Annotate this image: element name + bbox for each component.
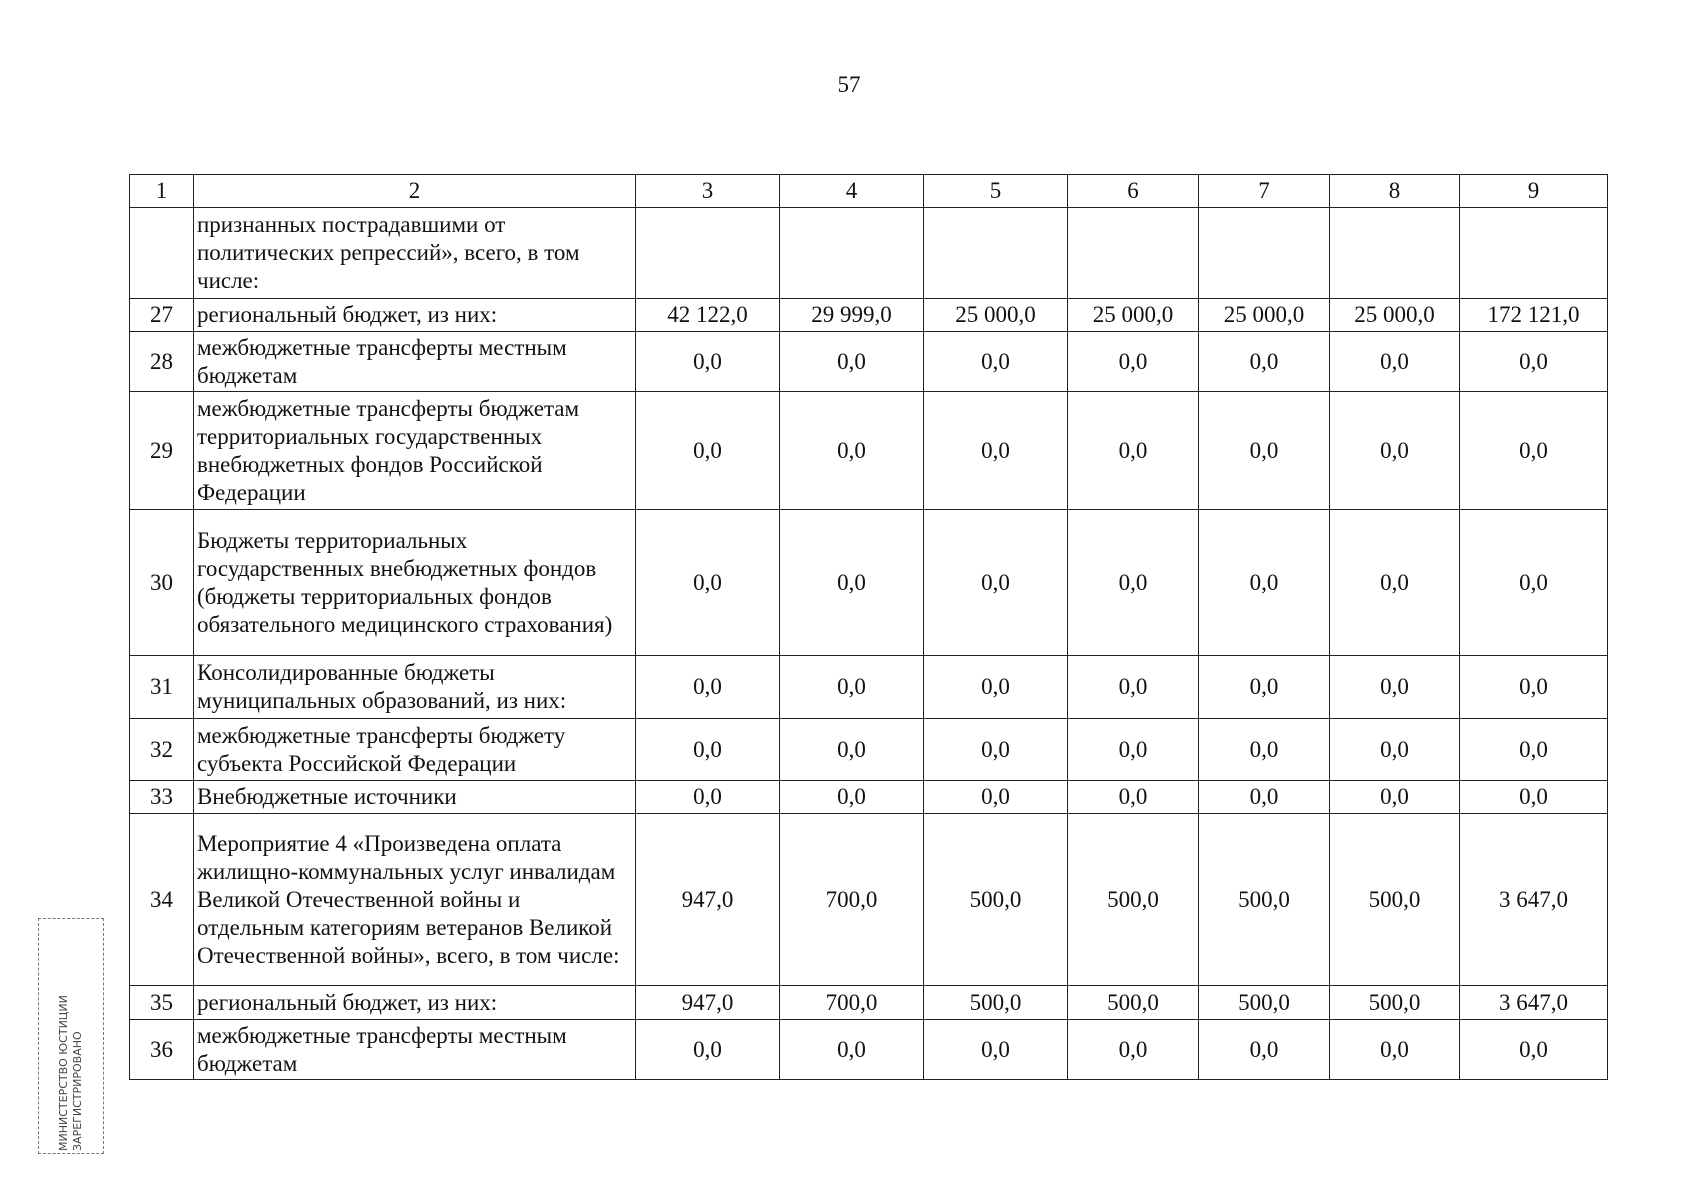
row-number: 34 [130,814,194,986]
value-cell: 0,0 [1068,719,1199,781]
value-cell [1068,208,1199,299]
stamp-text [57,921,85,1151]
row-number: 35 [130,986,194,1020]
value-cell: 0,0 [924,656,1068,719]
column-header: 8 [1330,175,1460,208]
table-row [130,986,1608,1020]
column-header: 1 [130,175,194,208]
value-cell: 0,0 [1460,510,1608,656]
value-cell: 500,0 [924,814,1068,986]
value-cell: 0,0 [780,392,924,510]
value-cell: 0,0 [1199,332,1330,392]
page-number: 57 [837,72,861,97]
value-cell: 0,0 [1199,510,1330,656]
value-cell: 0,0 [636,332,780,392]
value-cell: 0,0 [924,392,1068,510]
row-description: межбюджетные трансферты местным бюджетам [194,1020,636,1080]
value-cell: 42 122,0 [636,299,780,332]
value-cell: 0,0 [1330,781,1460,814]
column-header: 3 [636,175,780,208]
value-cell: 0,0 [1199,656,1330,719]
value-cell [1330,208,1460,299]
value-cell: 0,0 [1460,656,1608,719]
row-description: региональный бюджет, из них: [194,986,636,1020]
value-cell: 0,0 [780,1020,924,1080]
row-number: 29 [130,392,194,510]
row-number: 32 [130,719,194,781]
value-cell: 0,0 [636,510,780,656]
value-cell: 0,0 [1068,392,1199,510]
value-cell: 29 999,0 [780,299,924,332]
value-cell: 0,0 [780,656,924,719]
value-cell: 0,0 [780,719,924,781]
row-number: 31 [130,656,194,719]
table-row [130,656,1608,719]
value-cell [636,208,780,299]
value-cell: 500,0 [1199,814,1330,986]
value-cell: 0,0 [1330,656,1460,719]
table-row [130,208,1608,299]
value-cell: 0,0 [1460,392,1608,510]
table-row [130,719,1608,781]
table-row [130,392,1608,510]
value-cell: 0,0 [1330,332,1460,392]
table-row [130,299,1608,332]
value-cell: 25 000,0 [1199,299,1330,332]
value-cell: 0,0 [1460,719,1608,781]
table-body [130,208,1608,1080]
row-description: Внебюджетные источники [194,781,636,814]
table-row [130,814,1608,986]
value-cell: 0,0 [1330,719,1460,781]
value-cell [1460,208,1608,299]
row-description: межбюджетные трансферты бюджету субъекта Российской Федерации [194,719,636,781]
value-cell: 0,0 [1199,1020,1330,1080]
value-cell: 500,0 [1330,814,1460,986]
value-cell: 0,0 [1460,781,1608,814]
value-cell: 25 000,0 [1068,299,1199,332]
value-cell: 500,0 [924,986,1068,1020]
row-number: 36 [130,1020,194,1080]
row-description: Консолидированные бюджеты муниципальных образований, из них: [194,656,636,719]
table-row [130,1020,1608,1080]
value-cell: 0,0 [1199,781,1330,814]
column-header: 2 [194,175,636,208]
value-cell [924,208,1068,299]
row-number: 33 [130,781,194,814]
value-cell: 25 000,0 [924,299,1068,332]
row-number: 30 [130,510,194,656]
value-cell: 0,0 [924,781,1068,814]
value-cell: 0,0 [780,510,924,656]
value-cell: 947,0 [636,814,780,986]
value-cell: 0,0 [924,1020,1068,1080]
value-cell: 500,0 [1199,986,1330,1020]
value-cell: 0,0 [1460,332,1608,392]
value-cell [780,208,924,299]
registration-stamp [38,918,104,1154]
table-row [130,781,1608,814]
value-cell: 0,0 [1330,1020,1460,1080]
value-cell: 3 647,0 [1460,814,1608,986]
value-cell: 0,0 [636,1020,780,1080]
value-cell: 25 000,0 [1330,299,1460,332]
stamp-line: МИНИСТЕРСТВО ЮСТИЦИИ [57,995,70,1151]
value-cell: 0,0 [1330,510,1460,656]
value-cell: 0,0 [1199,392,1330,510]
value-cell: 0,0 [636,656,780,719]
column-header: 5 [924,175,1068,208]
row-description: межбюджетные трансферты местным бюджетам [194,332,636,392]
value-cell: 500,0 [1068,814,1199,986]
column-header: 9 [1460,175,1608,208]
value-cell: 0,0 [636,392,780,510]
value-cell [1199,208,1330,299]
table-row [130,510,1608,656]
row-description: региональный бюджет, из них: [194,299,636,332]
value-cell: 0,0 [1199,719,1330,781]
row-description: признанных пострадавшими от политических репрессий», всего, в том числе: [194,208,636,299]
table-header-row [130,175,1608,208]
value-cell: 947,0 [636,986,780,1020]
value-cell: 0,0 [924,332,1068,392]
stamp-line: ЗАРЕГИСТРИРОВАНО [71,1031,84,1151]
value-cell: 0,0 [1068,510,1199,656]
row-number: 28 [130,332,194,392]
value-cell: 0,0 [636,719,780,781]
value-cell: 700,0 [780,814,924,986]
value-cell: 500,0 [1068,986,1199,1020]
row-number [130,208,194,299]
value-cell: 0,0 [636,781,780,814]
value-cell: 0,0 [1068,1020,1199,1080]
value-cell: 172 121,0 [1460,299,1608,332]
column-header: 4 [780,175,924,208]
value-cell: 700,0 [780,986,924,1020]
value-cell: 0,0 [1460,1020,1608,1080]
value-cell: 0,0 [1330,392,1460,510]
value-cell: 3 647,0 [1460,986,1608,1020]
budget-table [129,174,1608,1080]
row-description: Бюджеты территориальных государственных внебюджетных фондов (бюджеты территориальных фондов обязательного медицинского страхования) [194,510,636,656]
column-header: 7 [1199,175,1330,208]
value-cell: 0,0 [924,719,1068,781]
value-cell: 0,0 [780,332,924,392]
row-number: 27 [130,299,194,332]
column-header: 6 [1068,175,1199,208]
value-cell: 0,0 [1068,656,1199,719]
value-cell: 500,0 [1330,986,1460,1020]
value-cell: 0,0 [924,510,1068,656]
value-cell: 0,0 [780,781,924,814]
value-cell: 0,0 [1068,781,1199,814]
value-cell: 0,0 [1068,332,1199,392]
row-description: межбюджетные трансферты бюджетам территориальных государственных внебюджетных фондов Российской Федерации [194,392,636,510]
table-row [130,332,1608,392]
row-description: Мероприятие 4 «Произведена оплата жилищно-коммунальных услуг инвалидам Великой Отечественной войны и отдельным категориям ветеранов Великой Отечественной войны», всего, в том числе: [194,814,636,986]
